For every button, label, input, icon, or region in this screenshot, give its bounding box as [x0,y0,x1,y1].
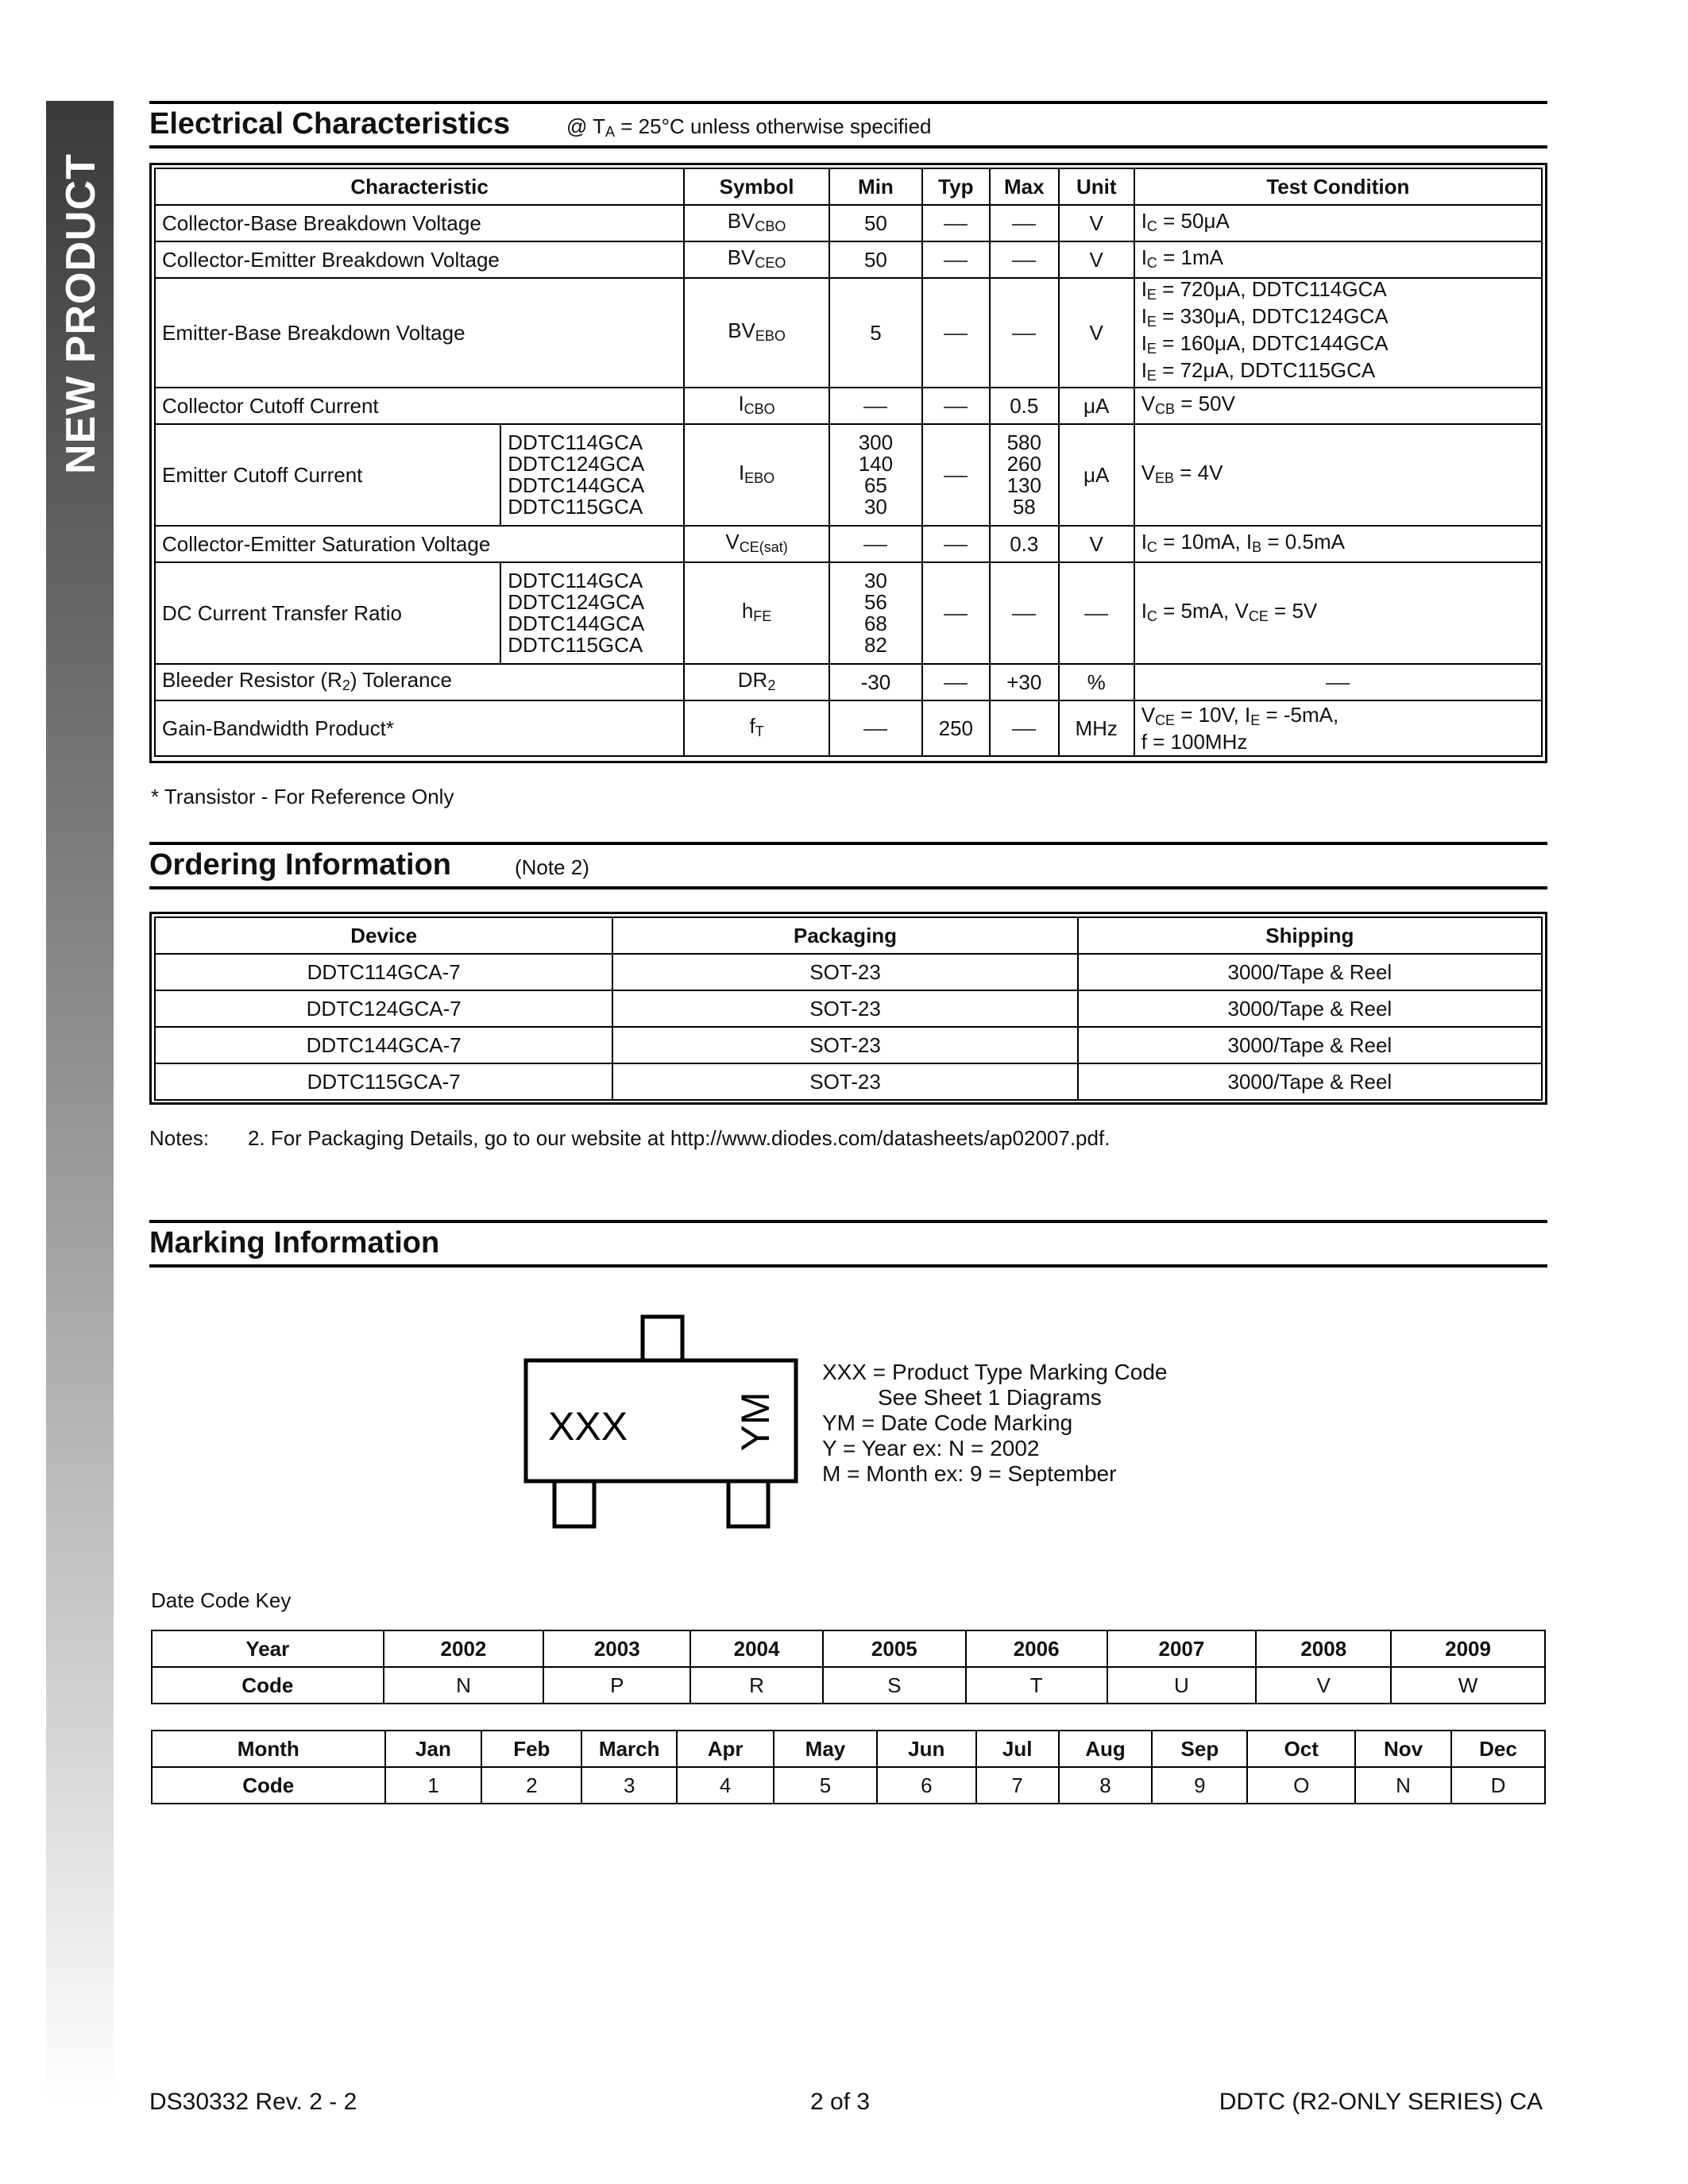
package-bottom-left-pin [554,1481,594,1526]
table-row: DDTC124GCA-7 SOT-23 3000/Tape & Reel [155,990,1542,1027]
test-condition-line: $I_E = 72\mu A$, DDTC115GCA [1141,358,1376,384]
marking-title: Marking Information [149,1226,440,1260]
month-cell: March [581,1731,677,1767]
month-cell: Dec [1451,1731,1545,1767]
month-cell: Jan [385,1731,482,1767]
year-code-cell: R [690,1667,823,1704]
year-code-row [152,1667,1545,1704]
month-cell: Apr [677,1731,774,1767]
year-cell: 2003 [543,1630,690,1667]
year-code-cell: S [823,1667,966,1704]
year-cell: 2002 [384,1630,544,1667]
year-code-cell: T [966,1667,1107,1704]
year-label: Year [152,1630,384,1667]
month-code-row [152,1767,1545,1804]
month-code-cell: 2 [481,1767,581,1804]
month-label: Month [152,1731,385,1767]
month-code-cell: 4 [677,1767,774,1804]
year-code-cell: W [1391,1667,1545,1704]
month-code-cell: 1 [385,1767,482,1804]
table-row: DDTC144GCA-7 SOT-23 3000/Tape & Reel [155,1027,1542,1063]
month-code-cell: 8 [1059,1767,1153,1804]
header-unit: Unit [1059,168,1134,205]
ordering-table [154,916,1543,1101]
electrical-header [149,101,1547,149]
month-cell: Nov [1355,1731,1451,1767]
table-row: DDTC115GCA-7 SOT-23 3000/Tape & Reel [155,1063,1542,1100]
month-cell: Feb [481,1731,581,1767]
table-row: Bleeder Resistor $(R_2)$ Tolerance $DR_2$ -30 +30 % [155,664,1542,700]
ordering-title: Ordering Information [149,848,451,882]
table-row: Collector-Base Breakdown Voltage $BV_{CBO}$ 50 V $I_C = 50\mu A$ [155,205,1542,241]
header-max: Max [990,168,1059,205]
year-cell: 2007 [1107,1630,1257,1667]
month-row [152,1731,1545,1767]
marking-legend: XXX = Product Type Marking Code See Sheet 1 Diagrams YM = Date Code Marking Y = Year ex: N = 2002 M = Month ex: 9 = September [822,1360,1168,1486]
electrical-table [154,168,1543,757]
table-row: Gain-Bandwidth Product* $f_T$ 250 MHz $V_{CE} = 10V$, $I_E = -5mA$, f = 100MHz [155,700,1542,756]
month-code-table [151,1730,1546,1804]
year-cell: 2008 [1256,1630,1391,1667]
test-condition-line: $I_E = 160\mu A$, DDTC144GCA [1141,331,1389,357]
test-condition-line: $I_E = 720\mu A$, DDTC114GCA [1141,277,1387,303]
header-min: Min [829,168,922,205]
table-row: Emitter Cutoff Current DDTC114GCA DDTC124GCA DDTC144GCA DDTC115GCA $I_{EBO}$ 300 140 65 30 580 260 130 58 μA $V_{EB} = 4V$ [155,424,1542,526]
year-code-table [151,1630,1546,1704]
ordering-note-ref: (Note 2) [515,855,589,879]
month-cell: May [774,1731,877,1767]
notes-label: Notes: [149,1126,210,1150]
month-cell: Jun [877,1731,976,1767]
electrical-title: Electrical Characteristics [149,107,511,141]
month-code-cell: 7 [976,1767,1059,1804]
month-cell: Aug [1059,1731,1153,1767]
ordering-header [149,842,1547,889]
electrical-footnote: * Transistor - For Reference Only [151,785,454,808]
header-test-condition: Test Condition [1134,168,1542,205]
footer-page-number: 2 of 3 [810,2089,871,2115]
year-cell: 2004 [690,1630,823,1667]
table-row: DDTC114GCA-7 SOT-23 3000/Tape & Reel [155,954,1542,990]
marking-header [149,1220,1547,1268]
package-top-pin [643,1317,682,1360]
month-code-cell: N [1355,1767,1451,1804]
electrical-header-row [155,168,1542,205]
emitter-base-test-conditions [1134,278,1542,388]
month-code-cell: 3 [581,1767,677,1804]
table-row: DC Current Transfer Ratio DDTC114GCA DDTC124GCA DDTC144GCA DDTC115GCA $h_{FE}$ 30 56 68 82 $I_C = 5mA$, $V_{CE} = 5V$ [155,562,1542,664]
table-row: Collector Cutoff Current $I_{CBO}$ 0.5 μA $V_{CB} = 50V$ [155,388,1542,424]
year-code-cell: V [1256,1667,1391,1704]
year-row [152,1630,1545,1667]
table-row: Emitter-Base Breakdown Voltage $BV_{EBO}$ 5 V $I_E = 720\mu A$, DDTC114GCA $I_E = 330\mu A$, DDTC124GCA $I_E = 160\mu A$, DDTC144GCA $I_E = 72\mu A$, DDTC115GCA [155,278,1542,388]
sot23-package-diagram [516,1314,802,1537]
month-cell: Sep [1152,1731,1247,1767]
year-code-label: Code [152,1667,384,1704]
package-date-text: YM [733,1391,778,1452]
package-bottom-right-pin [728,1481,768,1526]
footer-series: DDTC (R2-ONLY SERIES) CA [1219,2089,1543,2115]
month-cell: Jul [976,1731,1059,1767]
ordering-header-row: Device Packaging Shipping [155,917,1542,954]
date-code-key-label: Date Code Key [151,1588,292,1612]
year-code-cell: U [1107,1667,1257,1704]
month-code-cell: 6 [877,1767,976,1804]
month-code-cell: D [1451,1767,1545,1804]
month-code-cell: 5 [774,1767,877,1804]
month-code-cell: O [1247,1767,1355,1804]
sidebar-label: NEW PRODUCT [58,153,104,474]
month-code-cell: 9 [1152,1767,1247,1804]
month-cell: Oct [1247,1731,1355,1767]
year-code-cell: N [384,1667,544,1704]
header-symbol: Symbol [684,168,829,205]
packaging-note: 2. For Packaging Details, go to our website at http://www.diodes.com/datasheets/ap02007.pdf. [248,1126,1111,1150]
header-characteristic: Characteristic [155,168,684,205]
month-code-label: Code [152,1767,385,1804]
year-code-cell: P [543,1667,690,1704]
year-cell: 2005 [823,1630,966,1667]
year-cell: 2006 [966,1630,1107,1667]
package-code-text: XXX [548,1404,628,1449]
table-row: Collector-Emitter Saturation Voltage $V_{CE(sat)}$ 0.3 V $I_C = 10mA$, $I_B = 0.5mA$ [155,526,1542,562]
table-row: Collector-Emitter Breakdown Voltage $BV_{CEO}$ 50 V $I_C = 1mA$ [155,241,1542,278]
test-condition-line: $I_E = 330\mu A$, DDTC124GCA [1141,304,1389,330]
footer-doc-id: DS30332 Rev. 2 - 2 [149,2089,357,2115]
year-cell: 2009 [1391,1630,1545,1667]
header-typ: Typ [922,168,990,205]
electrical-condition: @ $T_A = 25^\circ C$ unless otherwise specified [566,114,932,140]
